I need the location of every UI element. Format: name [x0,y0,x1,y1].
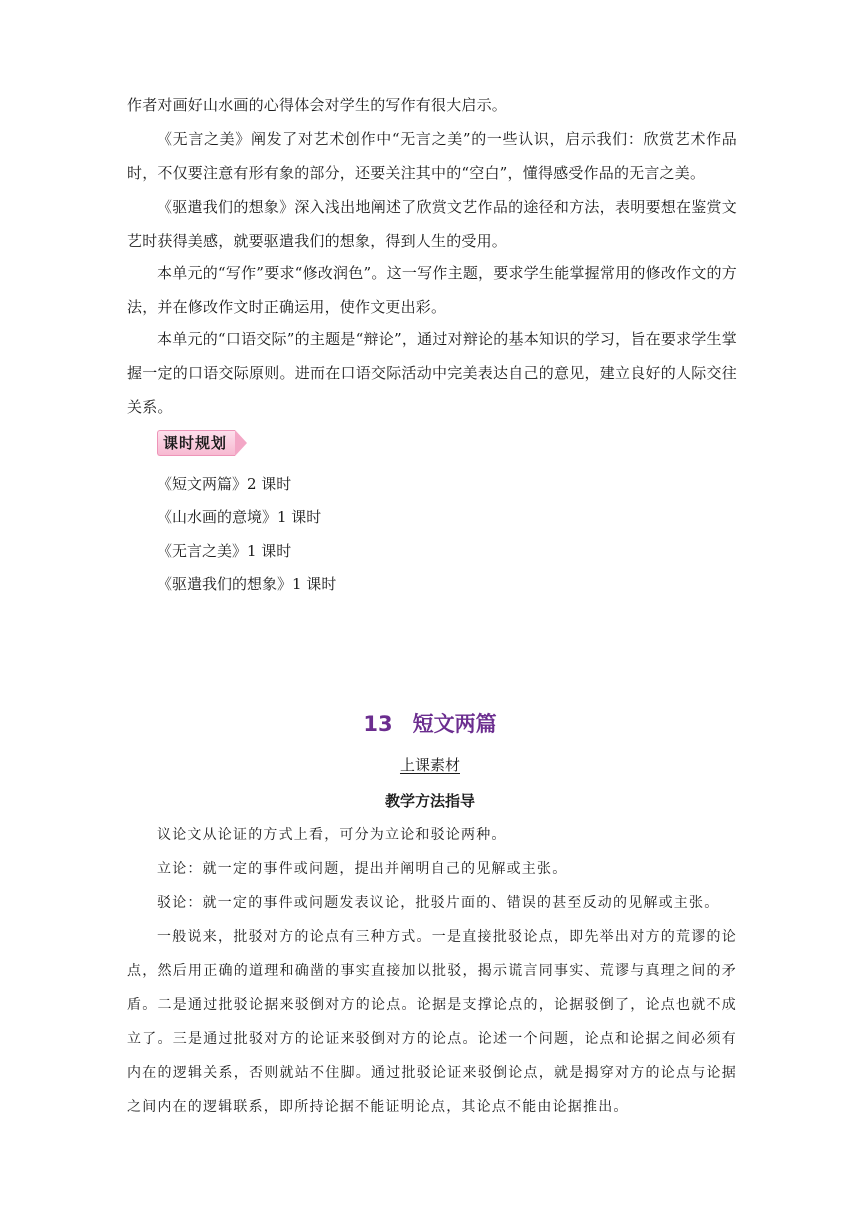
schedule-item: 《短文两篇》2 课时 [157,475,292,493]
arrow-right-icon [235,430,247,456]
schedule-item: 《山水画的意境》1 课时 [157,508,322,526]
intro-paragraph-4: 本单元的“写作”要求“修改润色”。这一写作主题，要求学生能掌握常用的修改作文的方法，并在修改作文时正确运用，使作文更出彩。 [127,264,737,316]
intro-paragraph-3: 《驱遣我们的想象》深入浅出地阐述了欣赏文艺作品的途径和方法，表明要想在鉴赏文艺时获得美感，就要驱遣我们的想象，得到人生的受用。 [127,198,737,250]
intro-paragraph-5: 本单元的“口语交际”的主题是“辩论”，通过对辩论的基本知识的学习，旨在要求学生掌握一定的口语交际原则。进而在口语交际活动中完美表达自己的意见，建立良好的人际交往关系。 [127,330,737,416]
class-material-link[interactable]: 上课素材 [399,756,460,774]
lesson-name: 短文两篇 [412,712,497,736]
material-link-row [0,754,860,775]
schedule-heading-badge [157,430,247,456]
schedule-heading: 课时规划 [157,430,235,456]
method-paragraph-3: 驳论：就一定的事件或问题发表议论，批驳片面的、错误的甚至反动的见解或主张。 [157,895,720,911]
intro-paragraph-2: 《无言之美》阐发了对艺术创作中“无言之美”的一些认识，启示我们：欣赏艺术作品时，不仅要注意有形有象的部分，还要关注其中的“空白”，懂得感受作品的无言之美。 [127,130,737,182]
method-paragraph-4: 一般说来，批驳对方的论点有三种方式。一是直接批驳论点，即先举出对方的荒谬的论点，然后用正确的道理和确凿的事实直接加以批驳，揭示谎言同事实、荒谬与真理之间的矛盾。二是通过批驳论据来驳倒对方的论点。论据是支撑论点的，论据驳倒了，论点也就不成立了。三是通过批驳对方的论证来驳倒对方的论点。论述一个问题，论点和论据之间必须有内在的逻辑关系，否则就站不住脚。通过批驳论证来驳倒论点，就是揭穿对方的论点与论据之间内在的逻辑联系，即所持论据不能证明论点，其论点不能由论据推出。 [127,929,737,1115]
method-paragraph-2: 立论：就一定的事件或问题，提出并阐明自己的见解或主张。 [157,861,568,877]
schedule-item: 《无言之美》1 课时 [157,542,292,560]
section-heading: 教学方法指导 [384,792,475,810]
lesson-number: 13 [363,712,393,736]
lesson-title [0,708,860,738]
intro-paragraph-1: 作者对画好山水画的心得体会对学生的写作有很大启示。 [127,96,508,114]
schedule-item: 《驱遣我们的想象》1 课时 [157,575,337,593]
method-paragraph-1: 议论文从论证的方式上看，可分为立论和驳论两种。 [157,827,507,843]
